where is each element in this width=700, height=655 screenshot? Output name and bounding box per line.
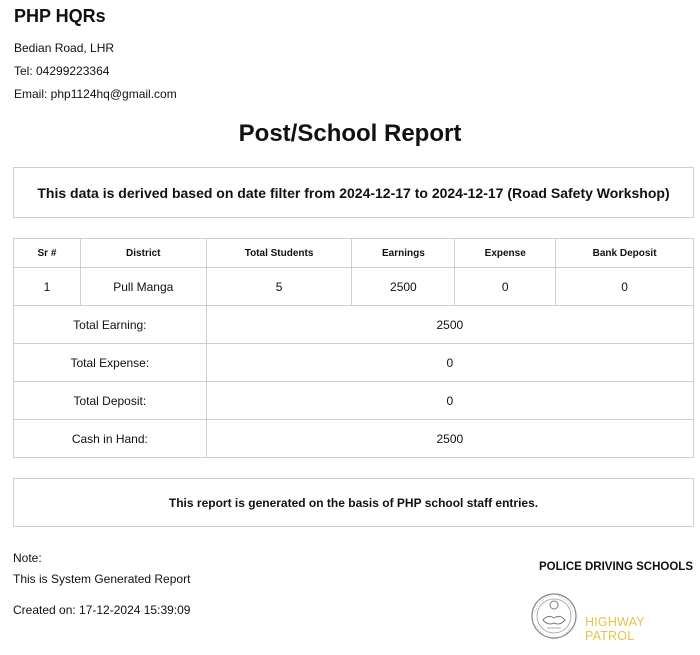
org-email: Email: php1124hq@gmail.com: [14, 87, 177, 101]
table-header-row: [14, 239, 694, 268]
highway-patrol-text: HIGHWAY PATROL: [585, 615, 645, 643]
org-phone: Tel: 04299223364: [14, 64, 110, 78]
cell-district: Pull Manga: [80, 268, 206, 306]
summary-label: Total Expense:: [14, 344, 207, 382]
column-header-bank-deposit: Bank Deposit: [556, 239, 694, 268]
summary-row-cash-in-hand: [14, 420, 694, 458]
table-row: [14, 268, 694, 306]
date-filter-box: [13, 167, 694, 218]
cell-expense: 0: [455, 268, 556, 306]
summary-row-total-earning: [14, 306, 694, 344]
org-name: PHP HQRs: [14, 6, 106, 26]
summary-label: Cash in Hand:: [14, 420, 207, 458]
column-header-earnings: Earnings: [352, 239, 455, 268]
cell-earnings: 2500: [352, 268, 455, 306]
column-header-district: District: [80, 239, 206, 268]
note-text: This is System Generated Report: [13, 572, 191, 586]
police-driving-schools-label: POLICE DRIVING SCHOOLS: [539, 561, 693, 573]
summary-value: 0: [206, 382, 693, 420]
column-header-expense: Expense: [455, 239, 556, 268]
note-label: Note:: [13, 551, 42, 565]
org-address: Bedian Road, LHR: [14, 41, 115, 55]
summary-value: 2500: [206, 306, 693, 344]
report-basis-text: This report is generated on the basis of PHP school staff entries.: [168, 495, 539, 510]
column-header-total-students: Total Students: [206, 239, 352, 268]
highway-patrol-logo: [529, 590, 697, 642]
cell-sr: 1: [14, 268, 81, 306]
summary-label: Total Deposit:: [14, 382, 207, 420]
created-on: Created on: 17-12-2024 15:39:09: [13, 603, 191, 617]
report-title: Post/School Report: [238, 120, 462, 147]
cell-total-students: 5: [206, 268, 352, 306]
summary-row-total-expense: [14, 344, 694, 382]
report-table: [13, 238, 694, 458]
summary-row-total-deposit: [14, 382, 694, 420]
column-header-sr: Sr #: [14, 239, 81, 268]
summary-value: 2500: [206, 420, 693, 458]
date-filter-text: This data is derived based on date filter from 2024-12-17 to 2024-12-17 (Road Safety Workshop): [37, 184, 670, 201]
cell-bank-deposit: 0: [556, 268, 694, 306]
report-basis-box: [13, 478, 694, 527]
summary-label: Total Earning:: [14, 306, 207, 344]
summary-value: 0: [206, 344, 693, 382]
police-seal-icon: [529, 590, 581, 642]
